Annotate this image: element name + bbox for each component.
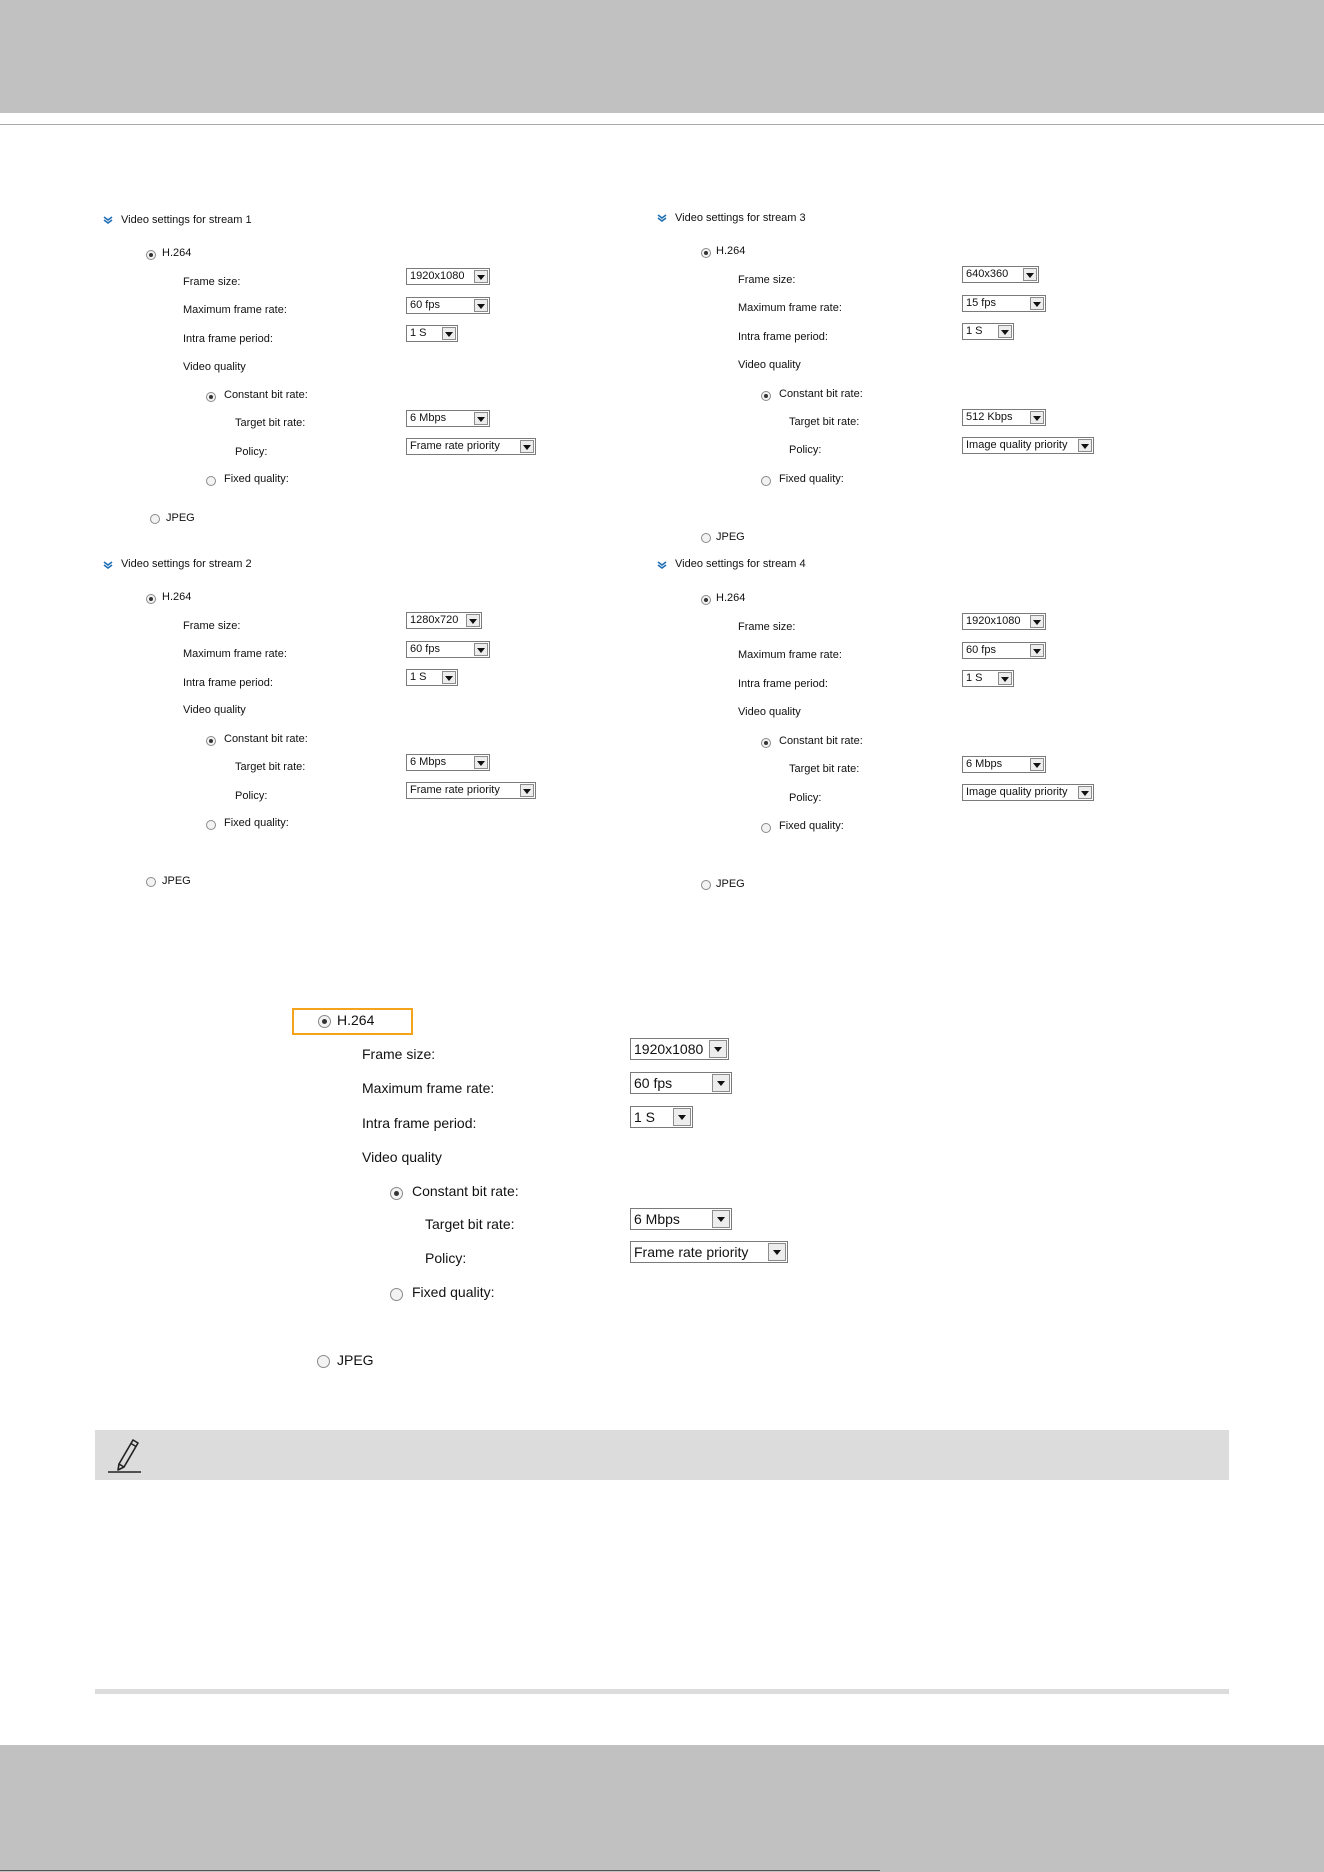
- dropdown-arrow-icon[interactable]: [474, 412, 488, 425]
- frame-size-select[interactable]: [962, 613, 1046, 630]
- policy-label: Policy:: [789, 792, 822, 804]
- intra-frame-select[interactable]: [630, 1106, 693, 1128]
- frame-size-label: Frame size:: [738, 621, 796, 633]
- max-frame-rate-label: Maximum frame rate:: [738, 649, 842, 661]
- intra-frame-label: Intra frame period:: [738, 331, 828, 343]
- max-frame-rate-select[interactable]: [406, 641, 490, 658]
- jpeg-label: JPEG: [337, 1352, 374, 1368]
- max-frame-rate-value: 60 fps: [410, 299, 440, 311]
- frame-size-label: Frame size:: [183, 620, 241, 632]
- h264-radio[interactable]: [146, 250, 156, 260]
- video-quality-label: Video quality: [183, 704, 246, 716]
- policy-select[interactable]: [962, 437, 1094, 454]
- chevron-down-icon[interactable]: [103, 216, 113, 224]
- dropdown-arrow-icon[interactable]: [712, 1074, 730, 1092]
- dropdown-arrow-icon[interactable]: [673, 1108, 691, 1126]
- intra-frame-label: Intra frame period:: [362, 1115, 477, 1131]
- video-quality-label: Video quality: [738, 359, 801, 371]
- dropdown-arrow-icon[interactable]: [1078, 439, 1092, 452]
- target-bit-rate-value: 512 Kbps: [966, 411, 1013, 423]
- frame-size-value: 1920x1080: [966, 615, 1021, 627]
- dropdown-arrow-icon[interactable]: [520, 440, 534, 453]
- fixed-quality-label: Fixed quality:: [224, 473, 289, 485]
- cbr-radio[interactable]: [761, 391, 771, 401]
- page-footer-band: [0, 1745, 1324, 1872]
- policy-select[interactable]: [962, 784, 1094, 801]
- intra-frame-label: Intra frame period:: [183, 677, 273, 689]
- target-bit-rate-value: 6 Mbps: [410, 756, 447, 768]
- h264-radio[interactable]: [701, 595, 711, 605]
- jpeg-label: JPEG: [716, 878, 745, 890]
- dropdown-arrow-icon[interactable]: [474, 643, 488, 656]
- dropdown-arrow-icon[interactable]: [474, 756, 488, 769]
- intra-frame-label: Intra frame period:: [738, 678, 828, 690]
- fixed-quality-label: Fixed quality:: [779, 820, 844, 832]
- dropdown-arrow-icon[interactable]: [1030, 411, 1044, 424]
- h264-label: H.264: [162, 247, 192, 259]
- frame-size-value: 1280x720: [410, 614, 459, 626]
- jpeg-radio[interactable]: [146, 877, 156, 887]
- target-bit-rate-label: Target bit rate:: [235, 761, 306, 773]
- bottom-divider: [95, 1689, 1229, 1694]
- video-quality-label: Video quality: [738, 706, 801, 718]
- dropdown-arrow-icon[interactable]: [1078, 786, 1092, 799]
- h264-label: H.264: [162, 591, 192, 603]
- fixed-quality-label: Fixed quality:: [779, 473, 844, 485]
- cbr-radio[interactable]: [761, 738, 771, 748]
- intra-frame-value: 1 S: [634, 1109, 656, 1125]
- chevron-down-icon[interactable]: [657, 214, 667, 222]
- policy-value: Frame rate priority: [410, 784, 500, 796]
- target-bit-rate-select[interactable]: [630, 1208, 732, 1230]
- intra-frame-label: Intra frame period:: [183, 333, 273, 345]
- stream-title[interactable]: Video settings for stream 3: [675, 212, 806, 224]
- dropdown-arrow-icon[interactable]: [709, 1040, 727, 1058]
- policy-select[interactable]: [630, 1241, 788, 1263]
- jpeg-radio[interactable]: [150, 514, 160, 524]
- h264-label: H.264: [337, 1012, 375, 1028]
- frame-size-value: 1920x1080: [634, 1041, 704, 1057]
- h264-radio[interactable]: [318, 1015, 331, 1028]
- dropdown-arrow-icon[interactable]: [998, 325, 1012, 338]
- stream-title[interactable]: Video settings for stream 1: [121, 214, 252, 226]
- dropdown-arrow-icon[interactable]: [1030, 758, 1044, 771]
- frame-size-label: Frame size:: [183, 276, 241, 288]
- frame-size-select[interactable]: [630, 1038, 729, 1060]
- header-divider: [0, 124, 1324, 125]
- jpeg-radio[interactable]: [701, 533, 711, 543]
- dropdown-arrow-icon[interactable]: [998, 672, 1012, 685]
- frame-size-select[interactable]: [962, 266, 1039, 283]
- policy-value: Image quality priority: [966, 439, 1068, 451]
- intra-frame-select[interactable]: [962, 323, 1014, 340]
- policy-label: Policy:: [235, 790, 268, 802]
- fixed-quality-label: Fixed quality:: [412, 1284, 495, 1300]
- cbr-label: Constant bit rate:: [779, 388, 863, 400]
- max-frame-rate-label: Maximum frame rate:: [362, 1080, 495, 1096]
- chevron-down-icon[interactable]: [657, 561, 667, 569]
- dropdown-arrow-icon[interactable]: [520, 784, 534, 797]
- target-bit-rate-value: 6 Mbps: [966, 758, 1003, 770]
- max-frame-rate-label: Maximum frame rate:: [183, 648, 287, 660]
- note-bar: [95, 1430, 1229, 1480]
- h264-label: H.264: [716, 592, 746, 604]
- frame-size-value: 640x360: [966, 268, 1009, 280]
- dropdown-arrow-icon[interactable]: [768, 1243, 786, 1261]
- fixed-quality-radio[interactable]: [206, 820, 216, 830]
- dropdown-arrow-icon[interactable]: [442, 327, 456, 340]
- dropdown-arrow-icon[interactable]: [1030, 644, 1044, 657]
- intra-frame-select[interactable]: [962, 670, 1014, 687]
- policy-label: Policy:: [789, 444, 822, 456]
- stream-title[interactable]: Video settings for stream 4: [675, 558, 806, 570]
- intra-frame-select[interactable]: [406, 325, 458, 342]
- h264-radio[interactable]: [146, 594, 156, 604]
- target-bit-rate-label: Target bit rate:: [235, 417, 306, 429]
- max-frame-rate-label: Maximum frame rate:: [738, 302, 842, 314]
- max-frame-rate-label: Maximum frame rate:: [183, 304, 287, 316]
- jpeg-label: JPEG: [716, 531, 745, 543]
- h264-radio[interactable]: [701, 248, 711, 258]
- video-quality-label: Video quality: [183, 361, 246, 373]
- policy-select[interactable]: [406, 782, 536, 799]
- intra-frame-select[interactable]: [406, 669, 458, 686]
- cbr-label: Constant bit rate:: [224, 733, 308, 745]
- target-bit-rate-label: Target bit rate:: [425, 1216, 515, 1232]
- intra-frame-value: 1 S: [966, 672, 983, 684]
- target-bit-rate-select[interactable]: [406, 410, 490, 427]
- max-frame-rate-select[interactable]: [406, 297, 490, 314]
- fixed-quality-radio[interactable]: [761, 476, 771, 486]
- target-bit-rate-value: 6 Mbps: [410, 412, 447, 424]
- max-frame-rate-select[interactable]: [962, 295, 1046, 312]
- h264-label: H.264: [716, 245, 746, 257]
- target-bit-rate-select[interactable]: [406, 754, 490, 771]
- intra-frame-value: 1 S: [410, 671, 427, 683]
- target-bit-rate-value: 6 Mbps: [634, 1211, 680, 1227]
- policy-value: Frame rate priority: [634, 1244, 749, 1260]
- policy-label: Policy:: [235, 446, 268, 458]
- intra-frame-value: 1 S: [410, 327, 427, 339]
- stream-title[interactable]: Video settings for stream 2: [121, 558, 252, 570]
- target-bit-rate-select[interactable]: [962, 756, 1046, 773]
- max-frame-rate-value: 60 fps: [410, 643, 440, 655]
- dropdown-arrow-icon[interactable]: [474, 270, 488, 283]
- target-bit-rate-label: Target bit rate:: [789, 763, 860, 775]
- frame-size-value: 1920x1080: [410, 270, 465, 282]
- fixed-quality-label: Fixed quality:: [224, 817, 289, 829]
- max-frame-rate-select[interactable]: [962, 642, 1046, 659]
- jpeg-radio[interactable]: [701, 880, 711, 890]
- dropdown-arrow-icon[interactable]: [474, 299, 488, 312]
- fixed-quality-radio[interactable]: [206, 476, 216, 486]
- cbr-radio[interactable]: [390, 1187, 403, 1200]
- jpeg-label: JPEG: [166, 512, 195, 524]
- max-frame-rate-select[interactable]: [630, 1072, 732, 1094]
- max-frame-rate-value: 15 fps: [966, 297, 996, 309]
- dropdown-arrow-icon[interactable]: [466, 614, 480, 627]
- max-frame-rate-value: 60 fps: [634, 1075, 673, 1091]
- jpeg-label: JPEG: [162, 875, 191, 887]
- fixed-quality-radio[interactable]: [390, 1288, 403, 1301]
- page-header-band: [0, 0, 1324, 113]
- policy-select[interactable]: [406, 438, 536, 455]
- frame-size-label: Frame size:: [738, 274, 796, 286]
- cbr-radio[interactable]: [206, 736, 216, 746]
- max-frame-rate-value: 60 fps: [966, 644, 996, 656]
- frame-size-label: Frame size:: [362, 1046, 436, 1062]
- policy-value: Frame rate priority: [410, 440, 500, 452]
- policy-label: Policy:: [425, 1250, 467, 1266]
- fixed-quality-radio[interactable]: [761, 823, 771, 833]
- cbr-label: Constant bit rate:: [412, 1183, 519, 1199]
- jpeg-radio[interactable]: [317, 1355, 330, 1368]
- cbr-radio[interactable]: [206, 392, 216, 402]
- dropdown-arrow-icon[interactable]: [712, 1210, 730, 1228]
- intra-frame-value: 1 S: [966, 325, 983, 337]
- cbr-label: Constant bit rate:: [779, 735, 863, 747]
- dropdown-arrow-icon[interactable]: [442, 671, 456, 684]
- policy-value: Image quality priority: [966, 786, 1068, 798]
- chevron-down-icon[interactable]: [103, 561, 113, 569]
- frame-size-select[interactable]: [406, 612, 482, 629]
- frame-size-select[interactable]: [406, 268, 490, 285]
- footer-line: [0, 1870, 880, 1871]
- cbr-label: Constant bit rate:: [224, 389, 308, 401]
- target-bit-rate-label: Target bit rate:: [789, 416, 860, 428]
- video-quality-label: Video quality: [362, 1149, 442, 1165]
- pencil-icon: [105, 1436, 143, 1474]
- target-bit-rate-select[interactable]: [962, 409, 1046, 426]
- dropdown-arrow-icon[interactable]: [1030, 615, 1044, 628]
- dropdown-arrow-icon[interactable]: [1023, 268, 1037, 281]
- dropdown-arrow-icon[interactable]: [1030, 297, 1044, 310]
